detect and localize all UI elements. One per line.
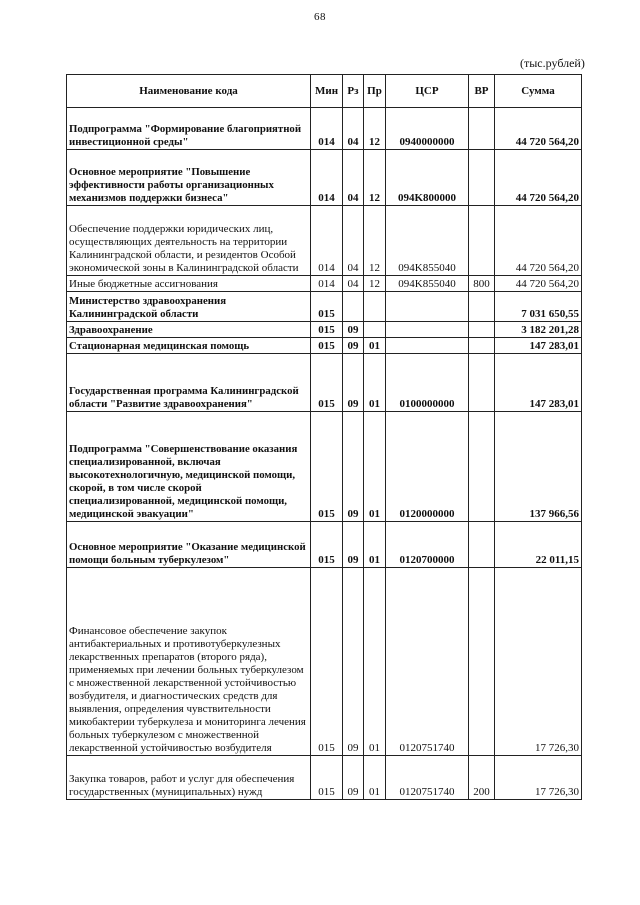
row-rz-cell: 04 (343, 276, 364, 292)
page-number: 68 (314, 11, 326, 23)
row-min-cell: 014 (311, 206, 343, 276)
row-rz-cell (343, 292, 364, 322)
budget-table (66, 74, 582, 800)
table-row (67, 756, 582, 800)
header-pr: Пр (364, 75, 386, 108)
table-row (67, 206, 582, 276)
row-name-cell: Основное мероприятие "Повышение эффективности работы организационных механизмов поддержки бизнеса" (67, 150, 311, 206)
row-sum-cell: 44 720 564,20 (495, 108, 582, 150)
row-min-cell: 014 (311, 108, 343, 150)
row-vr-cell (469, 322, 495, 338)
row-min-cell: 015 (311, 354, 343, 412)
row-name-cell: Иные бюджетные ассигнования (67, 276, 311, 292)
table-row (67, 412, 582, 522)
table-body (67, 108, 582, 800)
row-min-cell: 015 (311, 322, 343, 338)
row-rz-cell: 09 (343, 522, 364, 568)
row-pr-cell: 01 (364, 412, 386, 522)
row-csr-cell: 0120751740 (386, 756, 469, 800)
row-pr-cell (364, 322, 386, 338)
table-row (67, 322, 582, 338)
table-row (67, 354, 582, 412)
row-rz-cell: 09 (343, 756, 364, 800)
table-row (67, 150, 582, 206)
row-csr-cell: 0120000000 (386, 412, 469, 522)
row-sum-cell: 137 966,56 (495, 412, 582, 522)
header-min: Мин (311, 75, 343, 108)
row-csr-cell (386, 292, 469, 322)
header-vr: ВР (469, 75, 495, 108)
row-min-cell: 015 (311, 412, 343, 522)
row-rz-cell: 09 (343, 568, 364, 756)
row-vr-cell (469, 292, 495, 322)
row-sum-cell: 17 726,30 (495, 756, 582, 800)
header-csr: ЦСР (386, 75, 469, 108)
row-vr-cell (469, 108, 495, 150)
table-row (67, 568, 582, 756)
row-csr-cell (386, 322, 469, 338)
row-vr-cell (469, 338, 495, 354)
table-header-row (67, 75, 582, 108)
row-rz-cell: 09 (343, 354, 364, 412)
row-pr-cell: 12 (364, 206, 386, 276)
row-name-cell: Стационарная медицинская помощь (67, 338, 311, 354)
row-csr-cell: 094K800000 (386, 150, 469, 206)
row-pr-cell (364, 292, 386, 322)
row-sum-cell: 17 726,30 (495, 568, 582, 756)
row-vr-cell (469, 206, 495, 276)
header-sum: Сумма (495, 75, 582, 108)
row-rz-cell: 04 (343, 206, 364, 276)
row-csr-cell: 0120700000 (386, 522, 469, 568)
row-min-cell: 015 (311, 756, 343, 800)
row-name-cell: Государственная программа Калининградской области "Развитие здравоохранения" (67, 354, 311, 412)
row-name-cell: Обеспечение поддержки юридических лиц, осуществляющих деятельность на территории Калининградской области, и резидентов Особой экономической зоны в Калининградской области (67, 206, 311, 276)
row-vr-cell (469, 568, 495, 756)
row-rz-cell: 04 (343, 150, 364, 206)
row-sum-cell: 22 011,15 (495, 522, 582, 568)
row-sum-cell: 44 720 564,20 (495, 276, 582, 292)
row-sum-cell: 3 182 201,28 (495, 322, 582, 338)
row-rz-cell: 09 (343, 322, 364, 338)
row-csr-cell: 0100000000 (386, 354, 469, 412)
row-min-cell: 014 (311, 276, 343, 292)
row-name-cell: Министерство здравоохранения Калининградской области (67, 292, 311, 322)
row-sum-cell: 44 720 564,20 (495, 206, 582, 276)
row-name-cell: Подпрограмма "Совершенствование оказания специализированной, включая высокотехнологичную, медицинской помощи, скорой, в том числе скорой специализированной, медицинской помощи, медицинской эвакуации" (67, 412, 311, 522)
row-pr-cell: 01 (364, 756, 386, 800)
row-pr-cell: 01 (364, 522, 386, 568)
row-pr-cell: 12 (364, 276, 386, 292)
row-vr-cell (469, 412, 495, 522)
row-name-cell: Здравоохранение (67, 322, 311, 338)
row-rz-cell: 09 (343, 412, 364, 522)
row-min-cell: 015 (311, 522, 343, 568)
row-csr-cell: 0940000000 (386, 108, 469, 150)
row-vr-cell: 800 (469, 276, 495, 292)
row-csr-cell: 0120751740 (386, 568, 469, 756)
row-vr-cell (469, 522, 495, 568)
row-sum-cell: 44 720 564,20 (495, 150, 582, 206)
table-row (67, 338, 582, 354)
row-pr-cell: 12 (364, 150, 386, 206)
row-vr-cell: 200 (469, 756, 495, 800)
row-min-cell: 015 (311, 568, 343, 756)
row-vr-cell (469, 150, 495, 206)
row-min-cell: 014 (311, 150, 343, 206)
row-name-cell: Закупка товаров, работ и услуг для обеспечения государственных (муниципальных) нужд (67, 756, 311, 800)
row-sum-cell: 147 283,01 (495, 338, 582, 354)
row-name-cell: Подпрограмма "Формирование благоприятной инвестиционной среды" (67, 108, 311, 150)
row-sum-cell: 7 031 650,55 (495, 292, 582, 322)
table-row (67, 292, 582, 322)
row-sum-cell: 147 283,01 (495, 354, 582, 412)
table-row (67, 276, 582, 292)
header-rz: Рз (343, 75, 364, 108)
row-name-cell: Основное мероприятие "Оказание медицинской помощи больным туберкулезом" (67, 522, 311, 568)
row-pr-cell: 01 (364, 354, 386, 412)
row-min-cell: 015 (311, 338, 343, 354)
row-vr-cell (469, 354, 495, 412)
units-label: (тыс.рублей) (520, 56, 585, 70)
row-name-cell: Финансовое обеспечение закупок антибактериальных и противотуберкулезных лекарственных препаратов (второго ряда), применяемых при лечении больных туберкулезом с множественной лекарственной устойчивостью возбудителя, и диагностических средств для выявления, определения чувствительности микобактерии туберкулеза и мониторинга лечения больных туберкулезом с множественной лекарственной устойчивостью возбудителя (67, 568, 311, 756)
row-min-cell: 015 (311, 292, 343, 322)
row-csr-cell (386, 338, 469, 354)
row-pr-cell: 01 (364, 338, 386, 354)
header-name: Наименование кода (67, 75, 311, 108)
row-pr-cell: 12 (364, 108, 386, 150)
row-csr-cell: 094K855040 (386, 206, 469, 276)
table-row (67, 108, 582, 150)
row-rz-cell: 04 (343, 108, 364, 150)
row-csr-cell: 094K855040 (386, 276, 469, 292)
row-rz-cell: 09 (343, 338, 364, 354)
row-pr-cell: 01 (364, 568, 386, 756)
table-row (67, 522, 582, 568)
